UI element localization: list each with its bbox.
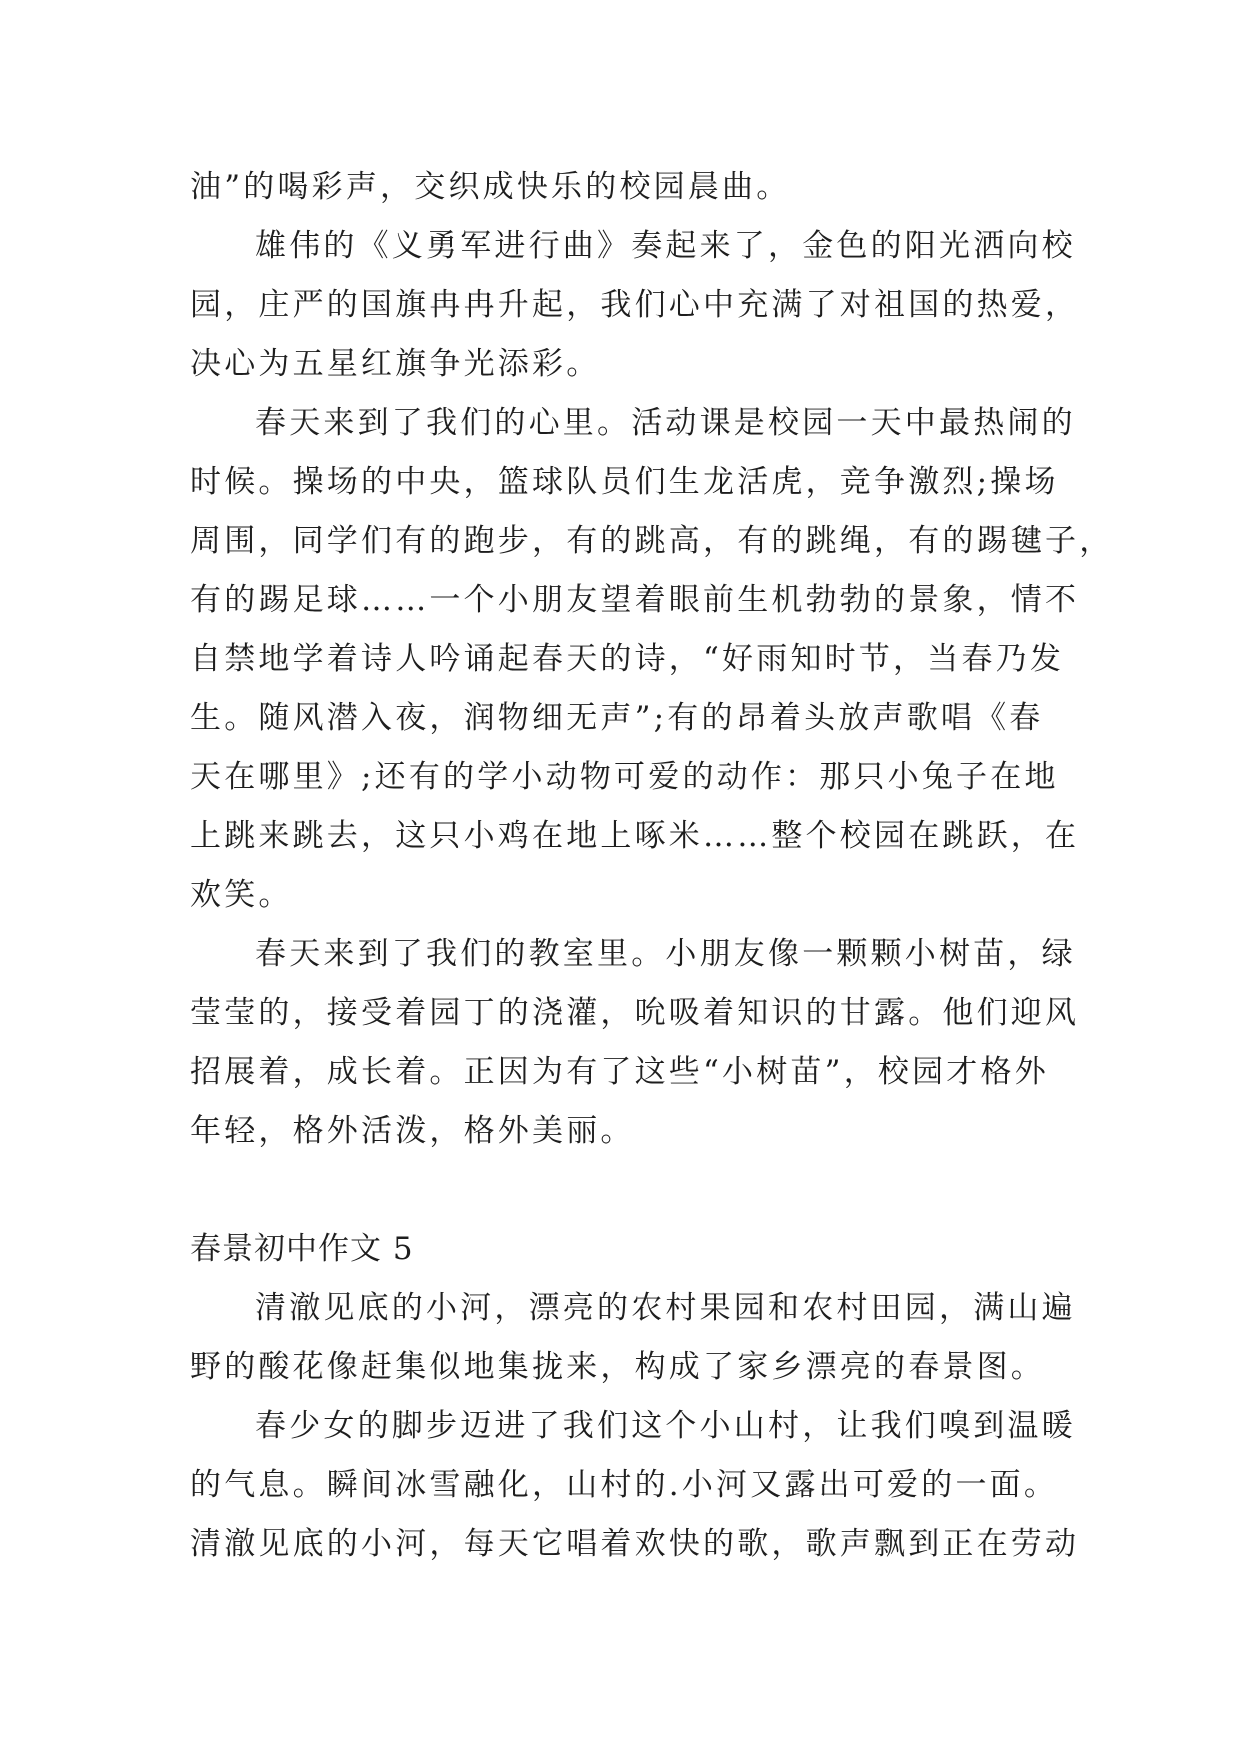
text-line: 时候。操场的中央，篮球队员们生龙活虎，竞争激烈;操场 bbox=[190, 464, 1059, 500]
text-line: 上跳来跳去，这只小鸡在地上啄米……整个校园在跳跃，在 bbox=[190, 818, 1080, 854]
text-line: 清澈见底的小河，每天它唱着欢快的歌，歌声飘到正在劳动 bbox=[190, 1526, 1080, 1562]
text-line: 莹莹的，接受着园丁的浇灌，吮吸着知识的甘露。他们迎风 bbox=[190, 995, 1080, 1031]
text-line: 的气息。瞬间冰雪融化，山村的.小河又露出可爱的一面。 bbox=[190, 1467, 1059, 1503]
text-line: 自禁地学着诗人吟诵起春天的诗，“好雨知时节，当春乃发 bbox=[190, 641, 1065, 677]
text-line: 有的踢足球……一个小朋友望着眼前生机勃勃的景象，情不 bbox=[190, 582, 1080, 618]
text-line: 天在哪里》;还有的学小动物可爱的动作：那只小兔子在地 bbox=[190, 759, 1059, 795]
paragraph bbox=[190, 1279, 1076, 1397]
text-line: 周围，同学们有的跑步，有的跳高，有的跳绳，有的踢毽子， bbox=[190, 523, 1114, 559]
section-title: 春景初中作文 5 bbox=[190, 1231, 414, 1267]
text-line: 雄伟的《义勇军进行曲》奏起来了，金色的阳光洒向校 bbox=[255, 228, 1076, 264]
text-line: 生。随风潜入夜，润物细无声”;有的昂着头放声歌唱《春 bbox=[190, 700, 1044, 736]
text-line: 春少女的脚步迈进了我们这个小山村，让我们嗅到温暖 bbox=[255, 1408, 1076, 1444]
paragraph bbox=[190, 1397, 1080, 1574]
text-line: 野的酸花像赶集似地集拢来，构成了家乡漂亮的春景图。 bbox=[190, 1349, 1045, 1385]
text-line: 欢笑。 bbox=[190, 877, 293, 913]
text-line: 年轻，格外活泼，格外美丽。 bbox=[190, 1113, 635, 1149]
text-line: 清澈见底的小河，漂亮的农村果园和农村田园，满山遍 bbox=[255, 1290, 1076, 1326]
text-line: 招展着，成长着。正因为有了这些“小树苗”，校园才格外 bbox=[190, 1054, 1049, 1090]
text-line: 园，庄严的国旗冉冉升起，我们心中充满了对祖国的热爱， bbox=[190, 287, 1080, 323]
section-spacer bbox=[190, 1161, 1070, 1220]
text-line: 决心为五星红旗争光添彩。 bbox=[190, 346, 601, 382]
text-line: 春天来到了我们的教室里。小朋友像一颗颗小树苗，绿 bbox=[255, 936, 1076, 972]
paragraph bbox=[190, 925, 1080, 1161]
text-line: 油”的喝彩声，交织成快乐的校园晨曲。 bbox=[190, 169, 791, 205]
paragraph bbox=[190, 394, 1114, 925]
paragraph bbox=[190, 217, 1080, 394]
text-line: 春天来到了我们的心里。活动课是校园一天中最热闹的 bbox=[255, 405, 1076, 441]
essay-body bbox=[190, 158, 1114, 1574]
